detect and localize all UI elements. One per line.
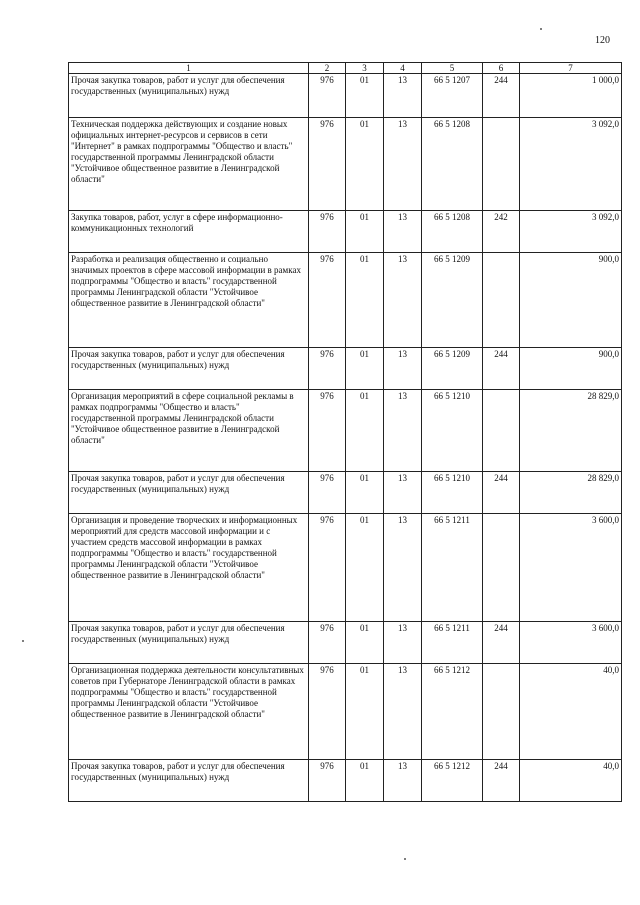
row-amount: 40,0 [520, 664, 622, 760]
row-target-article: 66 5 1212 [422, 760, 483, 802]
row-name: Организационная поддержка деятельности консультативных советов при Губернаторе Ленинградской области в рамках подпрограммы "Общество и власть" государственной программы Ленинградской области "Устойчивое общественное развитие в Ленинградской области" [69, 664, 309, 760]
row-ministry: 976 [309, 622, 346, 664]
row-section: 01 [346, 348, 384, 390]
row-expense-type [483, 118, 520, 211]
row-name: Закупка товаров, работ, услуг в сфере информационно-коммуникационных технологий [69, 211, 309, 253]
row-expense-type: 244 [483, 622, 520, 664]
row-target-article: 66 5 1208 [422, 118, 483, 211]
row-target-article: 66 5 1207 [422, 74, 483, 118]
row-expense-type: 244 [483, 348, 520, 390]
row-subsection: 13 [384, 664, 422, 760]
row-section: 01 [346, 760, 384, 802]
column-header: 7 [520, 63, 622, 74]
row-expense-type [483, 390, 520, 472]
row-expense-type [483, 253, 520, 348]
scan-speck [404, 858, 406, 860]
row-name: Прочая закупка товаров, работ и услуг для обеспечения государственных (муниципальных) нужд [69, 622, 309, 664]
row-target-article: 66 5 1209 [422, 348, 483, 390]
row-name: Организация мероприятий в сфере социальной рекламы в рамках подпрограммы "Общество и власть" государственной программы Ленинградской области "Устойчивое общественное развитие в Ленинградской области" [69, 390, 309, 472]
row-target-article: 66 5 1210 [422, 390, 483, 472]
row-expense-type: 242 [483, 211, 520, 253]
table-row [69, 211, 622, 253]
row-section: 01 [346, 664, 384, 760]
row-amount: 3 092,0 [520, 118, 622, 211]
row-section: 01 [346, 622, 384, 664]
row-amount: 28 829,0 [520, 472, 622, 514]
column-header: 5 [422, 63, 483, 74]
row-target-article: 66 5 1210 [422, 472, 483, 514]
row-ministry: 976 [309, 390, 346, 472]
table-header-row [69, 63, 622, 74]
row-amount: 40,0 [520, 760, 622, 802]
row-amount: 900,0 [520, 348, 622, 390]
row-name: Прочая закупка товаров, работ и услуг для обеспечения государственных (муниципальных) нужд [69, 348, 309, 390]
table-row [69, 760, 622, 802]
row-subsection: 13 [384, 472, 422, 514]
row-expense-type [483, 664, 520, 760]
page-number: 120 [595, 35, 610, 46]
row-target-article: 66 5 1209 [422, 253, 483, 348]
row-subsection: 13 [384, 622, 422, 664]
row-subsection: 13 [384, 760, 422, 802]
row-ministry: 976 [309, 74, 346, 118]
table-row [69, 118, 622, 211]
row-subsection: 13 [384, 348, 422, 390]
table-row [69, 390, 622, 472]
row-section: 01 [346, 211, 384, 253]
column-header: 4 [384, 63, 422, 74]
row-name: Разработка и реализация общественно и социально значимых проектов в сфере массовой информации в рамках подпрограммы "Общество и власть" государственной программы Ленинградской области "Устойчивое общественное развитие в Ленинградской области" [69, 253, 309, 348]
row-name: Прочая закупка товаров, работ и услуг для обеспечения государственных (муниципальных) нужд [69, 74, 309, 118]
row-subsection: 13 [384, 390, 422, 472]
table-row [69, 348, 622, 390]
row-name: Прочая закупка товаров, работ и услуг для обеспечения государственных (муниципальных) нужд [69, 760, 309, 802]
table-row [69, 472, 622, 514]
scan-speck [22, 640, 24, 642]
row-subsection: 13 [384, 118, 422, 211]
row-ministry: 976 [309, 514, 346, 622]
row-section: 01 [346, 74, 384, 118]
budget-table [68, 62, 622, 802]
table-row [69, 253, 622, 348]
row-expense-type: 244 [483, 472, 520, 514]
row-ministry: 976 [309, 211, 346, 253]
row-expense-type: 244 [483, 760, 520, 802]
row-target-article: 66 5 1211 [422, 514, 483, 622]
row-amount: 900,0 [520, 253, 622, 348]
row-ministry: 976 [309, 348, 346, 390]
row-name: Техническая поддержка действующих и создание новых официальных интернет-ресурсов и сервисов в сети "Интернет" в рамках подпрограммы "Общество и власть" государственной программы Ленинградской области "Устойчивое общественное развитие в Ленинградской области" [69, 118, 309, 211]
table-row [69, 664, 622, 760]
row-section: 01 [346, 253, 384, 348]
row-ministry: 976 [309, 760, 346, 802]
row-target-article: 66 5 1211 [422, 622, 483, 664]
column-header: 1 [69, 63, 309, 74]
column-header: 6 [483, 63, 520, 74]
row-amount: 3 600,0 [520, 514, 622, 622]
row-amount: 3 092,0 [520, 211, 622, 253]
row-name: Прочая закупка товаров, работ и услуг для обеспечения государственных (муниципальных) нужд [69, 472, 309, 514]
row-expense-type: 244 [483, 74, 520, 118]
row-name: Организация и проведение творческих и информационных мероприятий для средств массовой информации и с участием средств массовой информации в рамках подпрограммы "Общество и власть" государственной программы Ленинградской области "Устойчивое общественное развитие в Ленинградской области" [69, 514, 309, 622]
row-subsection: 13 [384, 211, 422, 253]
row-ministry: 976 [309, 664, 346, 760]
table-row [69, 514, 622, 622]
row-expense-type [483, 514, 520, 622]
row-amount: 3 600,0 [520, 622, 622, 664]
row-section: 01 [346, 472, 384, 514]
column-header: 3 [346, 63, 384, 74]
row-ministry: 976 [309, 253, 346, 348]
row-section: 01 [346, 514, 384, 622]
row-section: 01 [346, 118, 384, 211]
row-subsection: 13 [384, 514, 422, 622]
row-subsection: 13 [384, 74, 422, 118]
column-header: 2 [309, 63, 346, 74]
row-amount: 28 829,0 [520, 390, 622, 472]
scan-speck [540, 28, 542, 30]
row-ministry: 976 [309, 472, 346, 514]
row-ministry: 976 [309, 118, 346, 211]
table-row [69, 74, 622, 118]
table-row [69, 622, 622, 664]
row-target-article: 66 5 1208 [422, 211, 483, 253]
row-target-article: 66 5 1212 [422, 664, 483, 760]
row-section: 01 [346, 390, 384, 472]
row-amount: 1 000,0 [520, 74, 622, 118]
row-subsection: 13 [384, 253, 422, 348]
